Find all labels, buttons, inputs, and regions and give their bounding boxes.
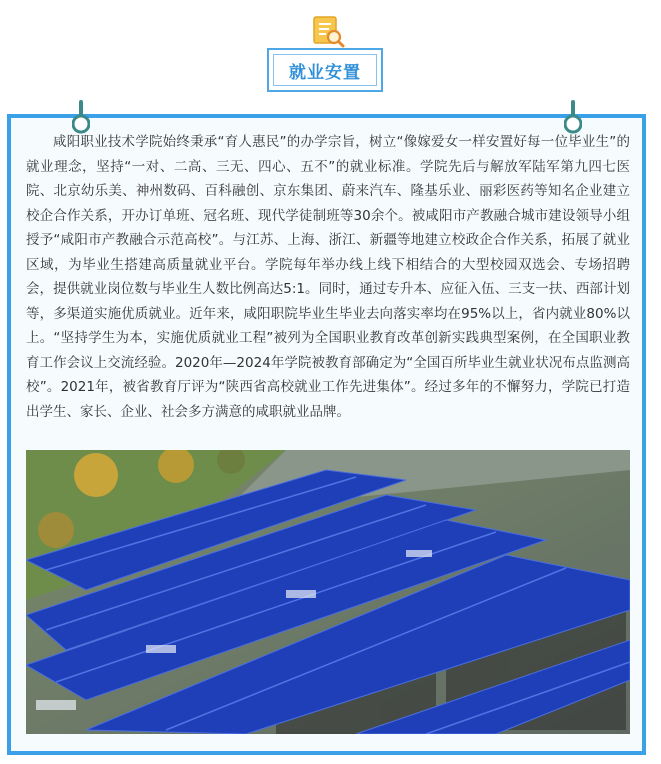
employment-description: 咸阳职业技术学院始终秉承“育人惠民”的办学宗旨，树立“像嫁爱女一样安置好每一位毕业生”的就业理念，坚持“一对、二高、三无、四心、五不”的就业标准。学院先后与解放军陆军第九四七医院、北京幼乐美、神州数码、百科融创、京东集团、蔚来汽车、隆基乐业、丽彩医药等知名企业建立校企合作关系，开办订单班、冠名班、现代学徒制班等30余个。被咸阳市产教融合城市建设领导小组授予“咸阳市产教融合示范高校”。与江苏、上海、浙江、新疆等地建立校政企合作关系，拓展了就业区域，为毕业生搭建高质量就业平台。学院每年举办线上线下相结合的大型校园双选会、专场招聘会，提供就业岗位数与毕业生人数比例高达5:1。同时，通过专升本、应征入伍、三支一扶、西部计划等，多渠道实施优质就业。近年来，咸阳职院毕业生毕业去向落实率均在95%以上，省内就业80%以上。“坚持学生为本，实施优质就业工程”被列为全国职业教育改革创新实践典型案例，在全国职业教育工作会议上交流经验。2020年—2024年学院被教育部确定为“全国百所毕业生就业状况布点监测高校”。2021年，被省教育厅评为“陕西省高校就业工作先进集体”。经过多年的不懈努力，学院已打造出学生、家长、企业、社会多方满意的咸职就业品牌。 [26, 134, 630, 420]
binder-pin-right-icon [564, 100, 582, 134]
job-fair-photo [26, 450, 630, 734]
section-title: 就业安置 [273, 54, 377, 86]
document-search-icon [311, 14, 345, 48]
section-title-box [267, 48, 383, 92]
binder-pin-left-icon [72, 100, 90, 134]
